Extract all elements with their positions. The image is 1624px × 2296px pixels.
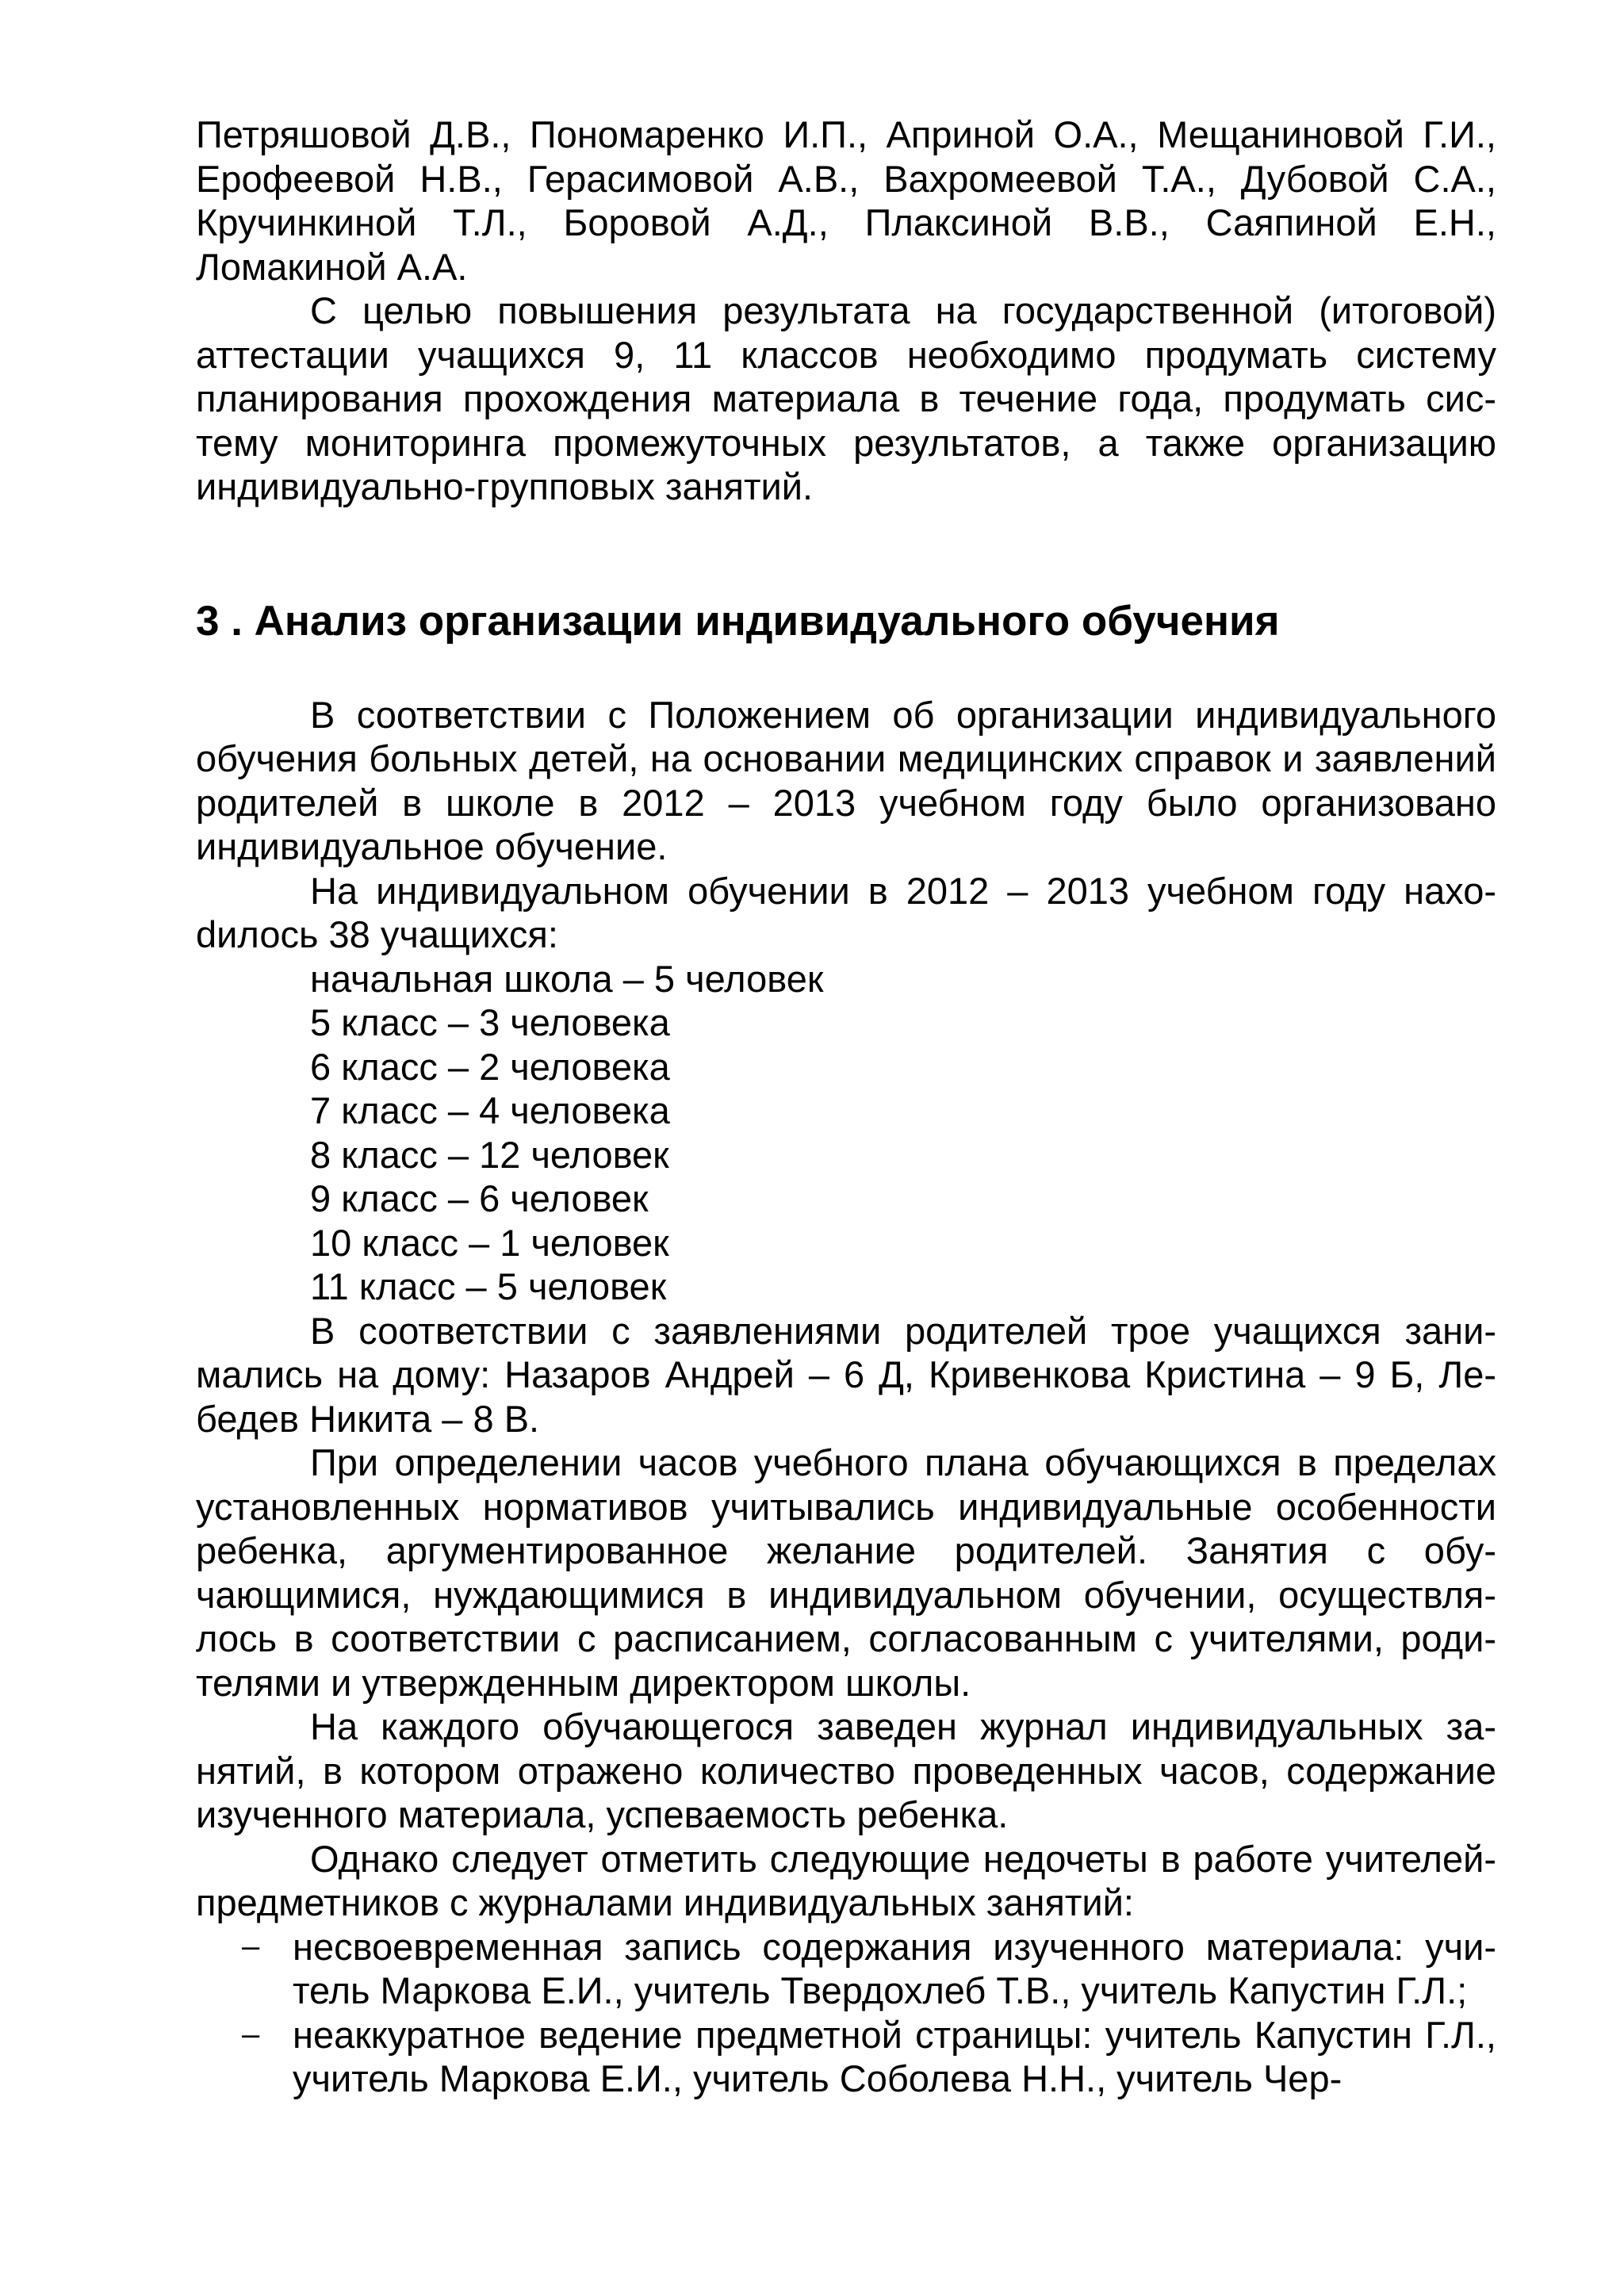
list-item: 9 класс – 6 человек: [310, 1177, 649, 1219]
list-item: 5 класс – 3 человека: [310, 1001, 670, 1043]
list-item: 7 класс – 4 человека: [310, 1089, 670, 1131]
dash-bullet-icon: –: [242, 1928, 260, 1964]
list-item: 11 класс – 5 человек: [310, 1265, 667, 1307]
document-body: [196, 113, 1496, 2101]
attestation-paragraph: С целью повышения результата на государственной (итоговой) аттестации учащихся 9, 11 классов необходимо продумать систему планирования прохождения материала в течение года, продумать систему мониторинга промежуточных результатов, а также организацию индивидуально-групповых занятий.: [196, 289, 1496, 507]
list-item: [196, 2013, 1496, 2101]
section-spacer: [196, 509, 1496, 596]
home-study-paragraph: В соответствии с заявлениями родителей трое учащихся занимались на дому: Назаров Андрей – 6 Д, Кривенкова Кристина – 9 Б, Лебедев Никита – 8 В.: [196, 1309, 1496, 1440]
list-item: начальная школа – 5 человек: [310, 957, 824, 1000]
list-item-text: несвоевременная запись содержания изученного материала: учитель Маркова Е.И., учитель Твердохлеб Т.В., учитель Капустин Г.Л.;: [293, 1925, 1496, 2011]
section-heading: 3 . Анализ организации индивидуального обучения: [196, 597, 1280, 645]
count-paragraph: На индивидуальном обучении в 2012 – 2013 учебном году нахоdилось 38 учащихся:: [196, 869, 1496, 955]
list-item-text: неаккуратное ведение предметной страницы: учитель Капустин Г.Л., учитель Маркова Е.И., учитель Соболева Н.Н., учитель Чер-: [293, 2013, 1496, 2099]
hours-paragraph: При определении часов учебного плана обучающихся в пределах установленных нормативов учитывались индивидуальные особенности ребенка, аргументированное желание родителей. Занятия с обучающимися, нуждающимися в индивидуальном обучении, осуществлялось в соответствии с расписанием, согласованным с учителями, родителями и утвержденным директором школы.: [196, 1441, 1496, 1704]
regulation-paragraph: В соответствии с Положением об организации индивидуального обучения больных детей, на основании медицинских справок и заявлений родителей в школе в 2012 – 2013 учебном году было организовано индивидуальное обучение.: [196, 693, 1496, 867]
shortcomings-list: [196, 1925, 1496, 2101]
shortcomings-paragraph: Однако следует отметить следующие недочеты в работе учителей-предметников с журналами индивидуальных занятий:: [196, 1837, 1496, 1923]
class-list: [196, 957, 1496, 1309]
list-item: 8 класс – 12 человек: [310, 1133, 669, 1176]
intro-paragraph: Петряшовой Д.В., Пономаренко И.П., Априной О.А., Мещаниновой Г.И., Ерофеевой Н.В., Герасимовой А.В., Вахромеевой Т.А., Дубовой С.А., Кручинкиной Т.Л., Боровой А.Д., Плаксиной В.В., Саяпиной Е.Н., Ломакиной А.А.: [196, 113, 1496, 288]
list-item: 10 класс – 1 человек: [310, 1221, 669, 1264]
list-item: [196, 1925, 1496, 2013]
dash-bullet-icon: –: [242, 2016, 260, 2052]
heading-spacer: [196, 647, 1496, 693]
journal-paragraph: На каждого обучающегося заведен журнал индивидуальных занятий, в котором отражено количество проведенных часов, содержание изученного материала, успеваемость ребенка.: [196, 1705, 1496, 1835]
list-item: 6 класс – 2 человека: [310, 1045, 670, 1088]
